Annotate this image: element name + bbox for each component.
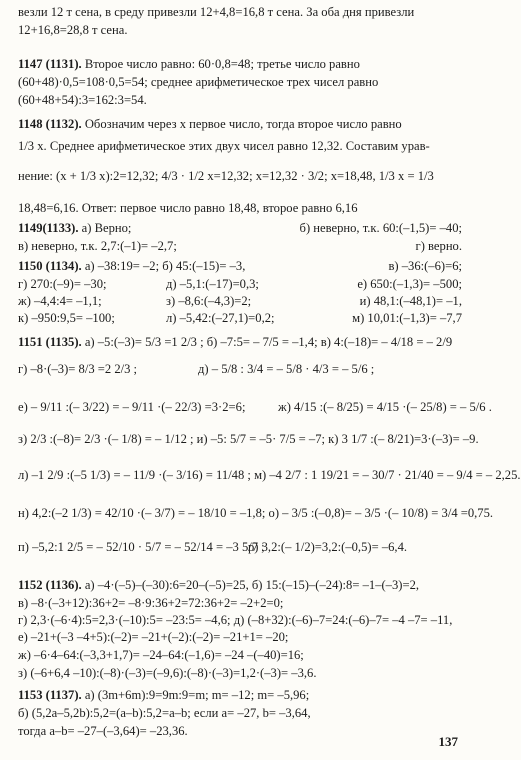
text-line-left: 1148 (1132). Обозначим через x первое число, тогда второе число равно [18, 117, 402, 131]
text-line-left: е) – 9/11 :(– 3/22) = – 9/11 ·(– 22/3) =3·2=6; [18, 400, 246, 414]
text-line-mid: р) 3,2:(– 1/2)=3,2:(–0,5)= –6,4. [248, 540, 408, 554]
text-line [18, 202, 462, 220]
text-line [18, 58, 462, 76]
text-line-left: 1147 (1131). Второе число равно: 60·0,8=48; третье число равно [18, 57, 360, 71]
text-line-left: б) (5,2a–5,2b):5,2=(a–b):5,2=a–b; если a= –27, b= –3,64, [18, 706, 311, 720]
text-line-left: к) –950:9,5= –100; [18, 311, 115, 325]
text-line-left: (60+48+54):3=162:3=54. [18, 93, 147, 107]
text-line-left: (60+48)·0,5=108·0,5=54; среднее арифметическое трех чисел равно [18, 75, 379, 89]
text-line-right: б) неверно, т.к. 60:(–1,5)= –40; [299, 221, 462, 235]
text-line [18, 6, 462, 24]
text-line-left: г) 2,3·(–6·4):5=2,3·(–10):5= –23:5= –4,6; д) (–8+32):(–6)–7=24:(–6)–7= –4 –7= –11, [18, 613, 453, 627]
text-line [18, 222, 462, 240]
text-line-right: е) 650:(–1,3)= –500; [357, 277, 462, 291]
text-line-left: з) 2/3 :(–8)= 2/3 ·(– 1/8) = – 1/12 ; и) –5: 5/7 = –5· 7/5 = –7; к) 3 1/7 :(– 8/21)=3·(–3)= –9. [18, 432, 479, 446]
text-line [18, 432, 479, 451]
text-line-left: п) –5,2:1 2/5 = – 52/10 · 5/7 = – 52/14 = –3 5/7 ; [18, 540, 265, 554]
text-line-left: в) неверно, т.к. 2,7:(–1)= –2,7; [18, 239, 177, 253]
text-line-right: г) верно. [415, 239, 462, 253]
text-line-left: н) 4,2:(–2 1/3) = 42/10 ·(– 3/7) = – 18/10 = –1,8; о) – 3/5 :(–0,8)= – 3/5 ·(– 10/8) = 3/4 =0,75. [18, 506, 494, 520]
text-line-left: нение: (x + 1/3 x):2=12,32; 4/3 · 1/2 x=12,32; x=12,32 · 3/2; x=18,48, 1/3 x = 1/3 [18, 169, 434, 183]
text-line [18, 170, 462, 188]
text-line [18, 400, 492, 419]
text-line-left: ж) –6·4–64:(–3,3+1,7)= –24–64:(–1,6)= –24 –(–40)=16; [18, 648, 304, 662]
text-line [18, 506, 494, 525]
text-line [18, 94, 462, 112]
text-line [18, 118, 462, 136]
page-number: 137 [438, 734, 458, 749]
text-line [18, 363, 462, 381]
text-line-left: 12+16,8=28,8 т сена. [18, 23, 128, 37]
text-line-left: ж) –4,4:4= –1,1; [18, 294, 102, 308]
text-line [18, 649, 462, 667]
text-line-left: г) –8·(–3)= 8/3 =2 2/3 ; [18, 362, 138, 376]
text-line [18, 468, 521, 487]
text-line [18, 336, 462, 354]
text-line-left: е) –21+(–3 –4+5):(–2)= –21+(–2):(–2)= –21+1= –20; [18, 630, 289, 644]
text-line-mid: д) –5,1:(–17)=0,3; [166, 277, 259, 291]
text-line [18, 240, 462, 258]
text-line-right: м) 10,01:(–1,3)= –7,7 [352, 311, 462, 325]
text-line-left: 1151 (1135). а) –5:(–3)= 5/3 =1 2/3 ; б) –7:5= – 7/5 = –1,4; в) 4:(–18)= – 4/18 = – 2/9 [18, 335, 453, 349]
text-line [18, 24, 462, 42]
text-line-mid: ж) 4/15 :(– 8/25) = 4/15 ·(– 25/8) = – 5/6 . [278, 400, 492, 414]
text-line-mid: л) –5,42:(–27,1)=0,2; [166, 311, 275, 325]
text-line [18, 579, 462, 597]
text-line [18, 707, 462, 725]
text-line-left: 1152 (1136). а) –4·(–5)–(–30):6=20–(–5)=25, б) 15:(–15)–(–24):8= –1–(–3)=2, [18, 578, 420, 592]
textbook-page [18, 5, 521, 754]
text-line-mid: з) –8,6:(–4,3)=2; [166, 294, 252, 308]
text-line-left: г) 270:(–9)= –30; [18, 277, 107, 291]
text-line-right: в) –36:(–6)=6; [388, 259, 462, 273]
text-line-left: в) –8·(–3+12):36+2= –8·9:36+2=72:36+2= –2+2=0; [18, 596, 284, 610]
text-line [18, 76, 462, 94]
text-line [18, 667, 462, 685]
text-line-right: и) 48,1:(–48,1)= –1, [359, 294, 462, 308]
text-line-left: тогда a–b= –27–(–3,64)= –23,36. [18, 724, 188, 738]
text-line-mid: д) – 5/8 : 3/4 = – 5/8 · 4/3 = – 5/6 ; [198, 362, 375, 376]
text-line-left: л) –1 2/9 :(–5 1/3) = – 11/9 ·(– 3/16) = 11/48 ; м) –4 2/7 : 1 19/21 = – 30/7 · 21/40 = – 9/4 = – 2,25. [18, 468, 521, 482]
text-line-left: 1149(1133). а) Верно; [18, 221, 132, 235]
text-line-left: везли 12 т сена, в среду привезли 12+4,8=16,8 т сена. За оба дня привезли [18, 5, 415, 19]
text-line [18, 631, 462, 649]
text-line [18, 260, 462, 278]
text-line-left: 18,48=6,16. Ответ: первое число равно 18,48, второе равно 6,16 [18, 201, 358, 215]
text-line [18, 689, 462, 707]
text-line [18, 140, 462, 158]
text-line-left: 1/3 x. Среднее арифметическое этих двух чисел равно 12,32. Составим урав- [18, 139, 430, 153]
text-line [18, 541, 462, 559]
text-line-left: 1153 (1137). а) (3m+6m):9=9m:9=m; m= –12; m= –5,96; [18, 688, 310, 702]
text-line-left: 1150 (1134). а) –38:19= –2; б) 45:(–15)= –3, [18, 259, 246, 273]
text-line [18, 312, 462, 330]
text-line [18, 725, 462, 743]
text-line-left: з) (–6+6,4 –10):(–8)·(–3)=(–9,6):(–8)·(–3)=1,2·(–3)= –3,6. [18, 666, 317, 680]
